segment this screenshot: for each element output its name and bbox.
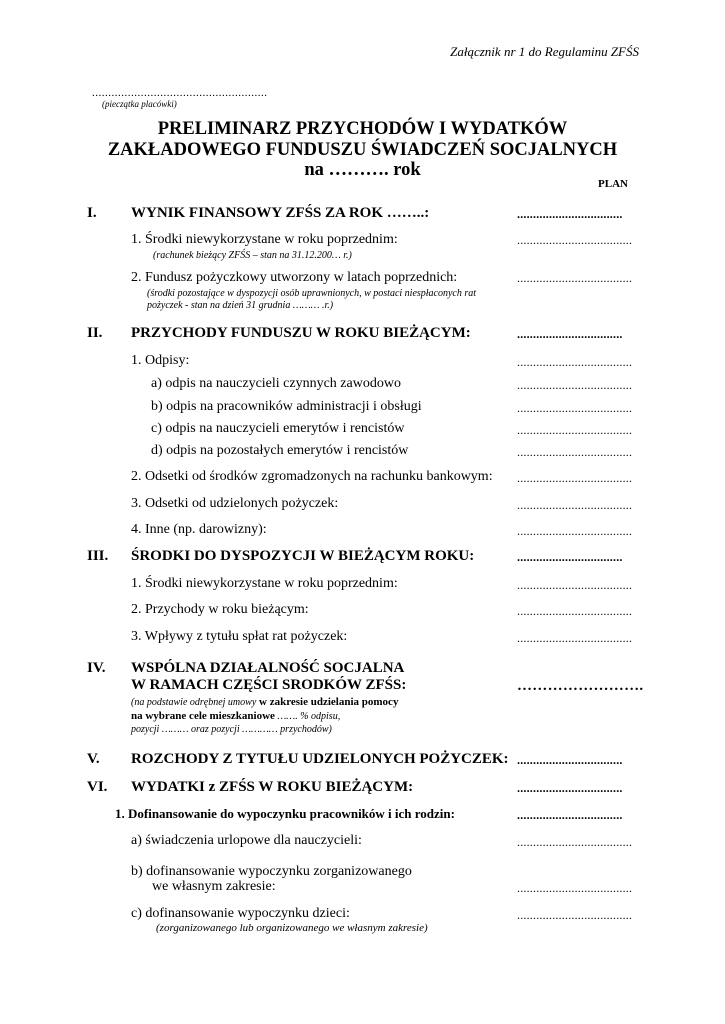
section-3-item-3: 3. Wpływy z tytułu spłat rat pożyczek: <box>131 629 348 644</box>
section-3-item-2-value: .................................... <box>517 604 633 618</box>
section-2-number: II. <box>87 325 103 341</box>
section-4-title-line2: W RAMACH CZĘŚCI SRODKÓW ZFŚS: <box>131 677 407 693</box>
section-4-note-italic: (na podstawie odrębnej umowy <box>131 697 257 708</box>
section-6-item-c: c) dofinansowanie wypoczynku dzieci: <box>131 906 350 921</box>
section-1-item-1: 1. Środki niewykorzystane w roku poprzednim: <box>131 232 398 247</box>
section-3-title: ŚRODKI DO DYSPOZYCJI W BIEŻĄCYM ROKU: <box>131 548 475 564</box>
section-6-item-c-note: (zorganizowanego lub organizowanego we własnym zakresie) <box>156 922 428 934</box>
section-3-item-3-value: .................................... <box>517 631 633 645</box>
plan-column-header: PLAN <box>598 178 628 190</box>
section-1-item-1-value: .................................... <box>517 233 633 247</box>
section-2-item-1b-value: .................................... <box>517 401 633 415</box>
section-4-number: IV. <box>87 660 106 676</box>
section-6-subsection-1-value: ................................. <box>517 808 623 822</box>
section-6-title: WYDATKI z ZFŚS W ROKU BIEŻĄCYM: <box>131 779 414 795</box>
section-1-plan-value: ................................. <box>517 207 623 221</box>
section-3-number: III. <box>87 548 109 564</box>
section-2-item-1d-value: .................................... <box>517 445 633 459</box>
section-2-item-3: 3. Odsetki od udzielonych pożyczek: <box>131 496 339 511</box>
section-4-plan-value: ……………………. <box>517 678 644 694</box>
section-6-item-b-value: .................................... <box>517 881 633 895</box>
section-1-item-2: 2. Fundusz pożyczkowy utworzony w latach poprzednich: <box>131 270 458 285</box>
section-2-item-1c: c) odpis na nauczycieli emerytów i rencistów <box>151 421 405 436</box>
section-6-item-a-value: .................................... <box>517 835 633 849</box>
section-2-item-1a: a) odpis na nauczycieli czynnych zawodowo <box>151 376 401 391</box>
section-2-item-1b: b) odpis na pracowników administracji i obsługi <box>151 399 422 414</box>
section-6-subsection-1: 1. Dofinansowanie do wypoczynku pracowników i ich rodzin: <box>115 806 455 821</box>
document-title-line3: na ………. rok <box>304 160 421 180</box>
section-6-item-b-line2: we własnym zakresie: <box>152 879 276 894</box>
section-5-plan-value: ................................. <box>517 753 623 767</box>
section-6-plan-value: ................................. <box>517 781 623 795</box>
section-5-title: ROZCHODY Z TYTUŁU UDZIELONYCH POŻYCZEK: <box>131 751 509 767</box>
section-4-title-line1: WSPÓLNA DZIAŁALNOŚĆ SOCJALNA <box>131 660 405 676</box>
section-2-plan-value: ................................. <box>517 327 623 341</box>
section-2-item-1-value: .................................... <box>517 355 633 369</box>
document-title-line1: PRELIMINARZ PRZYCHODÓW I WYDATKÓW <box>157 119 568 139</box>
section-2-item-1d: d) odpis na pozostałych emerytów i rencistów <box>151 443 409 458</box>
section-1-item-2-note-line2: pożyczek - stan na dzień 31 grudnia ……… .r.) <box>147 300 334 311</box>
section-1-title: WYNIK FINANSOWY ZFŚS ZA ROK ……..: <box>131 205 430 221</box>
section-1-item-2-note-line1: (środki pozostające w dyspozycji osób uprawnionych, w postaci niespłaconych rat <box>147 288 477 299</box>
section-6-item-b-line1: b) dofinansowanie wypoczynku zorganizowanego <box>131 864 412 879</box>
section-2-item-4-value: .................................... <box>517 524 633 538</box>
section-6-item-c-value: .................................... <box>517 908 633 922</box>
section-1-item-2-value: .................................... <box>517 271 633 285</box>
section-2-item-1: 1. Odpisy: <box>131 353 190 368</box>
stamp-caption: (pieczątka placówki) <box>102 99 177 109</box>
stamp-placeholder: ...................................................... <box>92 87 268 99</box>
section-2-item-2: 2. Odsetki od środków zgromadzonych na rachunku bankowym: <box>131 469 493 484</box>
section-1-item-1-note: (rachunek bieżący ZFŚS – stan na 31.12.200… r.) <box>153 250 352 261</box>
section-4-note-line3: pozycji ……… oraz pozycji ………… przychodów) <box>131 724 332 735</box>
section-6-number: VI. <box>87 779 108 795</box>
section-3-item-1: 1. Środki niewykorzystane w roku poprzednim: <box>131 576 398 591</box>
section-2-item-1a-value: .................................... <box>517 378 633 392</box>
section-2-item-3-value: .................................... <box>517 498 633 512</box>
section-2-item-2-value: .................................... <box>517 471 633 485</box>
section-1-number: I. <box>87 205 97 221</box>
section-2-title: PRZYCHODY FUNDUSZU W ROKU BIEŻĄCYM: <box>131 325 471 341</box>
annex-label: Załącznik nr 1 do Regulaminu ZFŚS <box>450 44 639 59</box>
section-4-note-rest: ……. % odpisu, <box>274 711 341 722</box>
section-4-note-bold-2: na wybrane cele mieszkaniowe <box>131 710 275 722</box>
section-3-item-2: 2. Przychody w roku bieżącym: <box>131 602 309 617</box>
section-4-note-line1 <box>131 696 398 708</box>
section-2-item-4: 4. Inne (np. darowizny): <box>131 522 267 537</box>
document-title-line2: ZAKŁADOWEGO FUNDUSZU ŚWIADCZEŃ SOCJALNYCH <box>107 140 618 160</box>
section-4-note-bold: w zakresie udzielania pomocy <box>256 696 399 708</box>
section-3-plan-value: ................................. <box>517 550 623 564</box>
section-6-item-a: a) świadczenia urlopowe dla nauczycieli: <box>131 833 362 848</box>
section-5-number: V. <box>87 751 100 767</box>
section-4-note-line2 <box>131 710 340 722</box>
section-3-item-1-value: .................................... <box>517 578 633 592</box>
section-2-item-1c-value: .................................... <box>517 423 633 437</box>
